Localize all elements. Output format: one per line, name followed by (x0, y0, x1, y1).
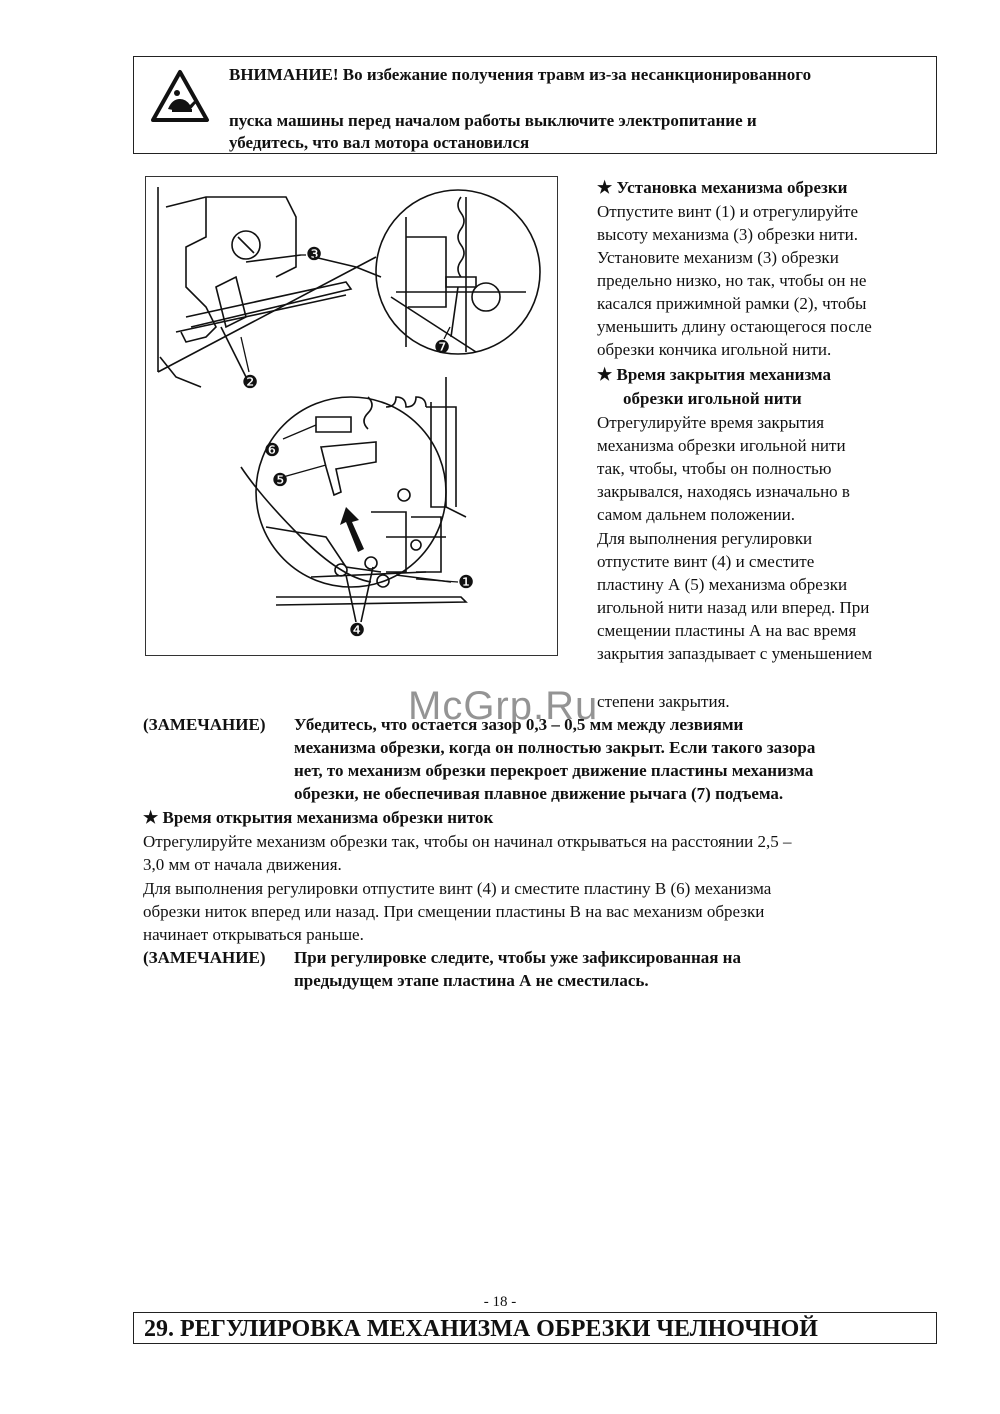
mechanism-illustration (145, 176, 558, 656)
para-line: касался прижимной рамки (2), чтобы (597, 294, 867, 313)
heading-closing-time: ★ Время закрытия механизма (597, 365, 832, 384)
para-line: уменьшить длину остающегося после (597, 317, 872, 336)
note-line: Убедитесь, что остается зазор 0,3 – 0,5 мм между лезвиями (294, 715, 744, 734)
watermark: McGrp.Ru (408, 684, 599, 728)
para-line: закрытия запаздывает с уменьшением (597, 644, 873, 663)
note-line: При регулировке следите, чтобы уже зафиксированная на (294, 948, 741, 967)
para-line: Установите механизм (3) обрезки (597, 248, 839, 267)
para-line: 3,0 мм от начала движения. (143, 855, 342, 874)
para-line: пластину А (5) механизма обрезки (597, 575, 848, 594)
para-line: так, чтобы, чтобы он полностью (597, 459, 832, 478)
warning-line-3: убедитесь, что вал мотора остановился (229, 133, 530, 152)
hand-caution-icon (150, 69, 210, 123)
para-line: смещении пластины А на вас время (597, 621, 857, 640)
para-line: предельно низко, но так, чтобы он не (597, 271, 867, 290)
star-icon: ★ (597, 178, 613, 197)
warning-line-1: ВНИМАНИЕ! Во избежание получения травм из-за несанкционированного (229, 65, 812, 84)
warning-line-2: пуска машины перед началом работы выключите электропитание и (229, 111, 757, 130)
note-line: предыдущем этапе пластина А не сместилась. (294, 971, 649, 990)
mechanism-drawing (146, 177, 556, 654)
note-line: нет, то механизм обрезки перекроет движение пластины механизма (294, 761, 814, 780)
para-line: обрезки ниток вперед или назад. При смещении пластины В на вас механизм обрезки (143, 902, 765, 921)
star-icon: ★ (143, 808, 159, 827)
page-number: - 18 - (483, 1294, 517, 1310)
para-line: Для выполнения регулировки (597, 529, 813, 548)
section-title-box (133, 1312, 937, 1344)
note-label: (ЗАМЕЧАНИЕ) (143, 715, 266, 734)
star-icon: ★ (597, 365, 613, 384)
para-line: высоту механизма (3) обрезки нити. (597, 225, 859, 244)
note-line: обрезки, не обеспечивая плавное движение рычага (7) подъема. (294, 784, 784, 803)
warning-box (133, 56, 937, 154)
section-title: 29. РЕГУЛИРОВКА МЕХАНИЗМА ОБРЕЗКИ ЧЕЛНОЧНОЙ (144, 1316, 818, 1342)
para-line: Отпустите винт (1) и отрегулируйте (597, 202, 859, 221)
callout-3: ❸ (306, 244, 323, 264)
callout-7: ❼ (434, 337, 451, 357)
para-line: Отрегулируйте механизм обрезки так, чтобы он начинал открываться на расстоянии 2,5 – (143, 832, 792, 851)
para-line: закрывался, находясь изначально в (597, 482, 850, 501)
callout-5: ❺ (272, 470, 289, 490)
callout-2: ❷ (242, 372, 259, 392)
para-line: Для выполнения регулировки отпустите винт (4) и сместите пластину В (6) механизма (143, 879, 772, 898)
para-line: игольной нити назад или вперед. При (597, 598, 870, 617)
para-line: степени закрытия. (597, 692, 730, 711)
para-line: отпустите винт (4) и сместите (597, 552, 815, 571)
para-line: самом дальнем положении. (597, 505, 796, 524)
callout-6: ❻ (264, 440, 281, 460)
para-line: обрезки кончика игольной нити. (597, 340, 832, 359)
callout-1: ❶ (458, 572, 475, 592)
callout-4: ❹ (349, 620, 366, 640)
note-line: механизма обрезки, когда он полностью закрыт. Если такого зазора (294, 738, 816, 757)
heading-installation: ★ Установка механизма обрезки (597, 178, 848, 197)
heading-closing-time-2: обрезки игольной нити (623, 389, 802, 408)
para-line: начинает открываться раньше. (143, 925, 364, 944)
para-line: Отрегулируйте время закрытия (597, 413, 825, 432)
heading-opening-time: ★ Время открытия механизма обрезки ниток (143, 808, 494, 827)
para-line: механизма обрезки игольной нити (597, 436, 846, 455)
note-label: (ЗАМЕЧАНИЕ) (143, 948, 266, 967)
